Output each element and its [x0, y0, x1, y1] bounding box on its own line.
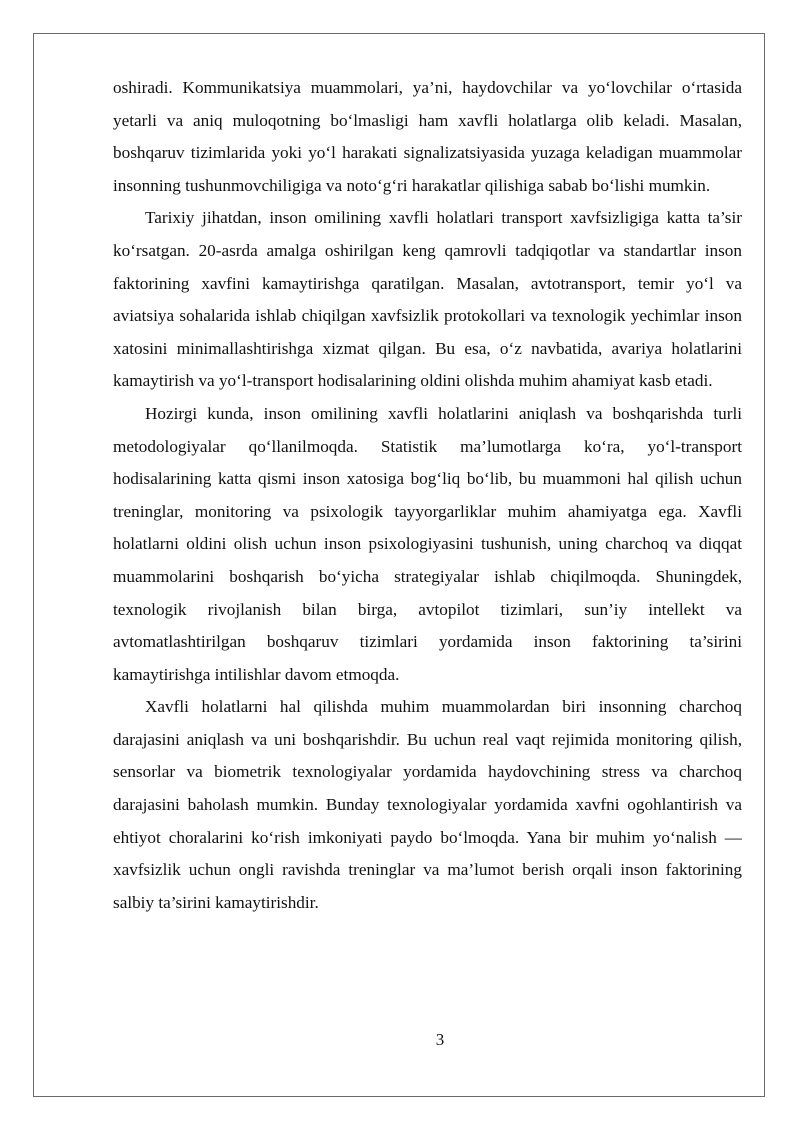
paragraph-methodologies: Hozirgi kunda, inson omilining xavfli holatlarini aniqlash va boshqarishda turli metodologiyalar qo‘llanilmoqda. Statistik ma’lumotlarga ko‘ra, yo‘l-transport hodisalarining katta qismi inson xatosiga bog‘liq bo‘lib, bu muammoni hal qilish uchun treninglar, monitoring va psixologik tayyorgarliklar muhim ahamiyatga ega. Xavfli holatlarni oldini olish uchun inson psixologiyasini tushunish, uning charchoq va diqqat muammolarini boshqarish bo‘yicha strategiyalar ishlab chiqilmoqda. Shuningdek, texnologik rivojlanish bilan birga, avtopilot tizimlari, sun’iy intellekt va avtomatlashtirilgan boshqaruv tizimlari yordamida inson faktorining ta’sirini kamaytirishga intilishlar davom etmoqda. — [113, 403, 742, 684]
paragraph-continuation: oshiradi. Kommunikatsiya muammolari, ya’ni, haydovchilar va yo‘lovchilar o‘rtasida yetarli va aniq muloqotning bo‘lmasligi ham xavfli holatlarga olib keladi. Masalan, boshqaruv tizimlarida yoki yo‘l harakati signalizatsiyasida yuzaga keladigan muammolar insonning tushunmovchiligiga va noto‘g‘ri harakatlar qilishiga sabab bo‘lishi mumkin. — [113, 78, 742, 195]
paragraph-history: Tarixiy jihatdan, inson omilining xavfli holatlari transport xavfsizligiga katta ta’sir ko‘rsatgan. 20-asrda amalga oshirilgan keng qamrovli tadqiqotlar va standartlar inson faktorining xavfini kamaytirishga qaratilgan. Masalan, avtotransport, temir yo‘l va aviatsiya sohalarida ishlab chiqilgan xavfsizlik protokollari va texnologik yechimlar inson xatosini minimallashtirishga xizmat qilgan. Bu esa, o‘z navbatida, avariya holatlarini kamaytirish va yo‘l-transport hodisalarining oldini olishda muhim ahamiyat kasb etadi. — [113, 208, 742, 391]
paragraph-fatigue: Xavfli holatlarni hal qilishda muhim muammolardan biri insonning charchoq darajasini aniqlash va uni boshqarishdir. Bu uchun real vaqt rejimida monitoring qilish, sensorlar va biometrik texnologiyalar yordamida haydovchining stress va charchoq darajasini baholash mumkin. Bunday texnologiyalar yordamida xavfni ogohlantirish va ehtiyot choralarini ko‘rish imkoniyati paydo bo‘lmoqda. Yana bir muhim yo‘nalish — xavfsizlik uchun ongli ravishda treninglar va ma’lumot berish orqali inson faktorining salbiy ta’sirini kamaytirishdir. — [113, 697, 742, 912]
page-number: 3 — [435, 1030, 445, 1049]
document-body — [113, 72, 742, 919]
